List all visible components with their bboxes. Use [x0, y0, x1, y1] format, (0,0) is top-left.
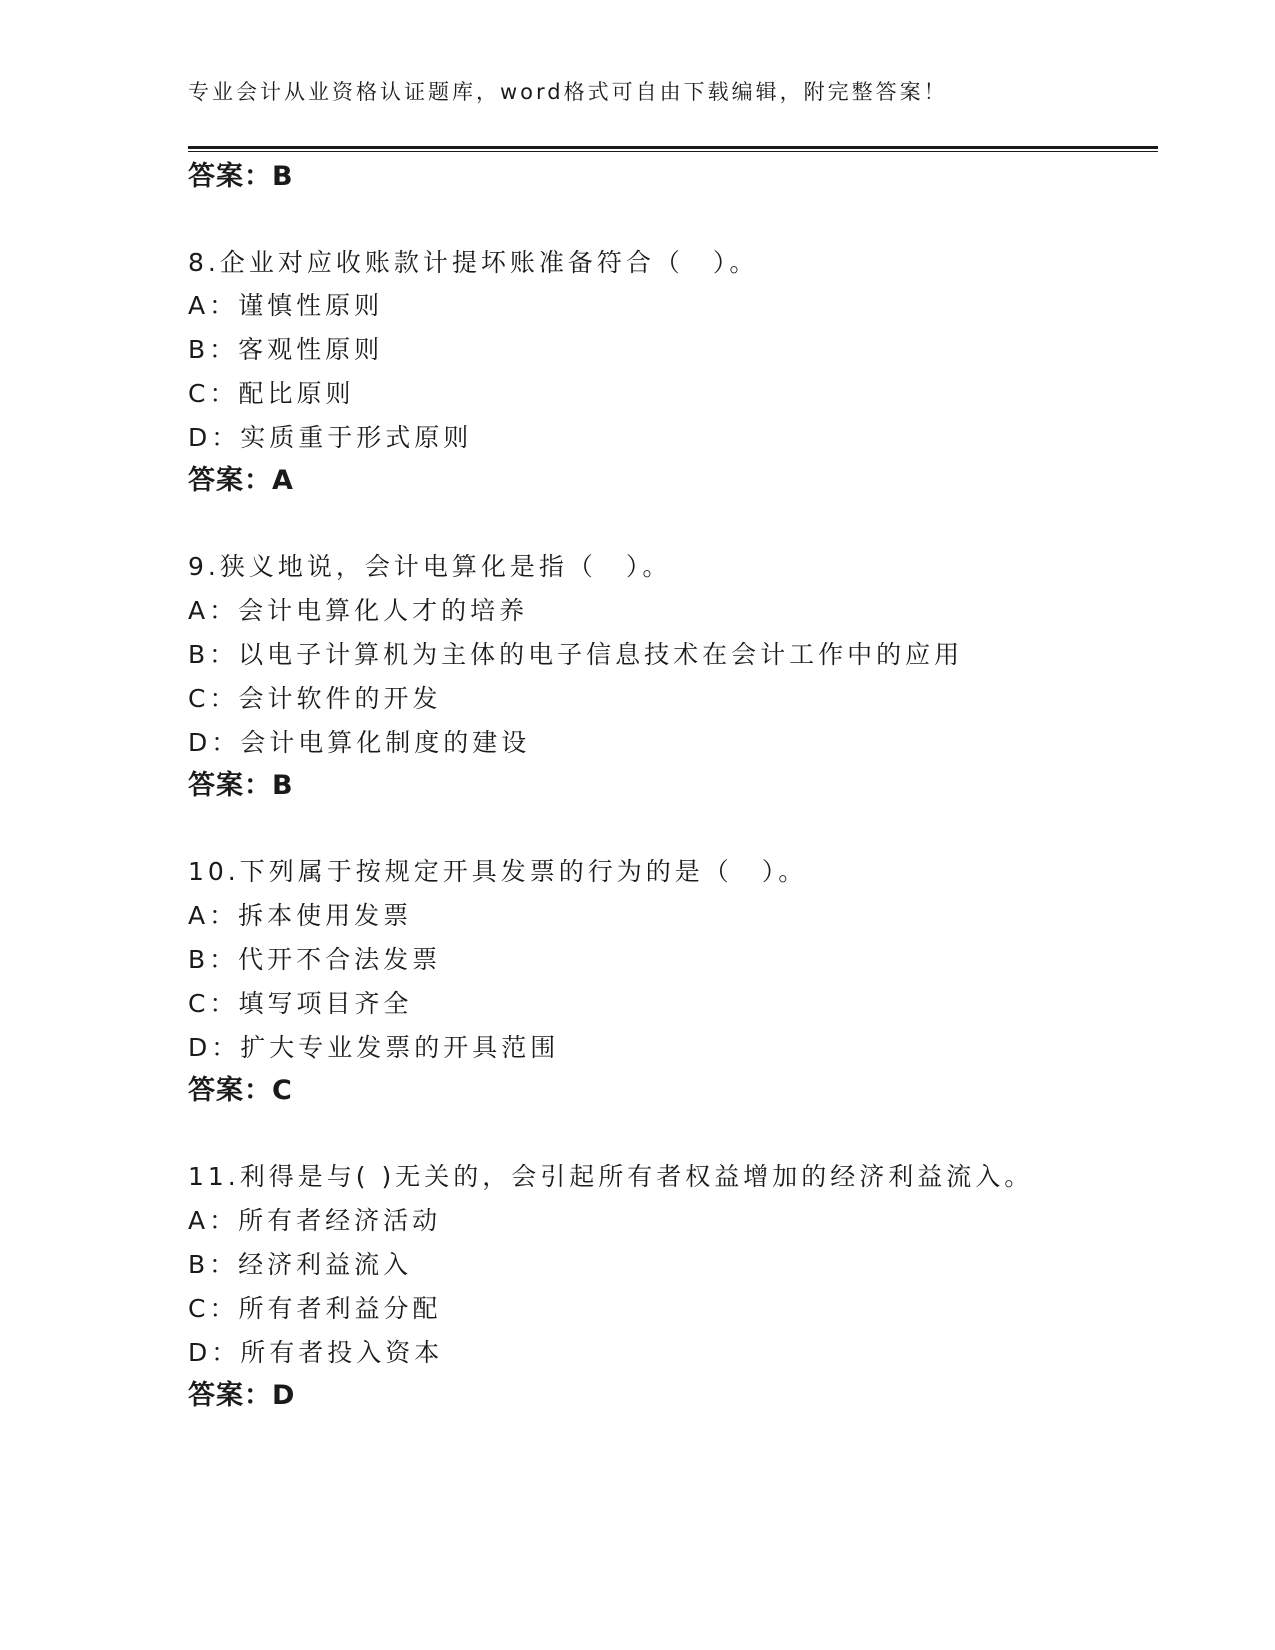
answer-previous: 答案：B	[188, 161, 294, 192]
question-9-option-d: D：会计电算化制度的建设	[188, 728, 531, 757]
question-8-option-c: C：配比原则	[188, 379, 355, 408]
question-10-option-b: B：代开不合法发票	[188, 945, 442, 974]
question-10-option-a: A：拆本使用发票	[188, 901, 413, 930]
question-10-stem: 10.下列属于按规定开具发票的行为的是（ ）。	[188, 857, 808, 886]
question-8-answer: 答案：A	[188, 465, 294, 496]
question-8-option-b: B：客观性原则	[188, 335, 384, 364]
header-divider-thick	[188, 146, 1158, 149]
question-11-option-c: C：所有者利益分配	[188, 1294, 442, 1323]
question-9-option-b: B：以电子计算机为主体的电子信息技术在会计工作中的应用	[188, 640, 964, 669]
question-10-option-d: D：扩大专业发票的开具范围	[188, 1033, 560, 1062]
question-8-option-d: D：实质重于形式原则	[188, 423, 473, 452]
question-9-stem: 9.狭义地说，会计电算化是指（ ）。	[188, 552, 672, 581]
header-divider-thin	[188, 151, 1158, 152]
question-9-answer: 答案：B	[188, 770, 294, 801]
question-8-option-a: A：谨慎性原则	[188, 291, 384, 320]
question-11-answer: 答案：D	[188, 1380, 296, 1411]
question-10-option-c: C：填写项目齐全	[188, 989, 413, 1018]
question-8-stem: 8.企业对应收账款计提坏账准备符合（ ）。	[188, 248, 759, 277]
question-10-answer: 答案：C	[188, 1075, 293, 1106]
question-11-option-a: A：所有者经济活动	[188, 1206, 442, 1235]
question-9-option-c: C：会计软件的开发	[188, 684, 442, 713]
question-11-option-d: D：所有者投入资本	[188, 1338, 444, 1367]
question-9-option-a: A：会计电算化人才的培养	[188, 596, 529, 625]
question-11-stem: 11.利得是与( )无关的，会引起所有者权益增加的经济利益流入。	[188, 1162, 1034, 1191]
question-11-option-b: B：经济利益流入	[188, 1250, 413, 1279]
page-header: 专业会计从业资格认证题库，word格式可自由下载编辑，附完整答案！	[188, 80, 948, 104]
header-divider	[188, 146, 1158, 153]
